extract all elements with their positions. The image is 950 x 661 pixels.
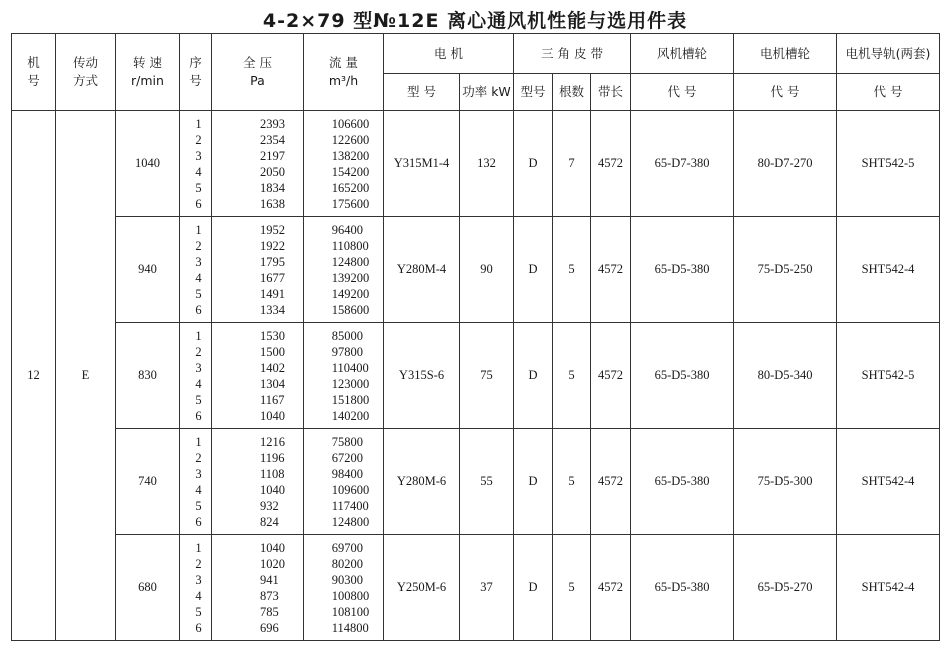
header-seq: 序 号 xyxy=(180,34,212,111)
belt-type-cell: D xyxy=(514,535,553,641)
motor-rail-cell: SHT542-4 xyxy=(837,217,940,323)
belt-count-cell: 7 xyxy=(553,111,591,217)
motor-model-cell: Y280M-4 xyxy=(384,217,460,323)
belt-count-cell: 5 xyxy=(553,217,591,323)
flow-cell: 69700 80200 90300 100800 108100 114800 xyxy=(304,535,384,641)
motor-pulley-cell: 75-D5-250 xyxy=(734,217,837,323)
motor-rail-cell: SHT542-5 xyxy=(837,111,940,217)
motor-model-cell: Y280M-6 xyxy=(384,429,460,535)
belt-count-cell: 5 xyxy=(553,323,591,429)
speed-cell: 1040 xyxy=(116,111,180,217)
header-motor: 电 机 xyxy=(384,34,514,74)
header-motor-model: 型 号 xyxy=(384,74,460,111)
header-belt-count: 根数 xyxy=(553,74,591,111)
flow-cell: 85000 97800 110400 123000 151800 140200 xyxy=(304,323,384,429)
flow-cell: 96400 110800 124800 139200 149200 158600 xyxy=(304,217,384,323)
header-drive-mode: 传动 方式 xyxy=(56,34,116,111)
drive-mode-cell: E xyxy=(56,111,116,641)
machine-no-cell: 12 xyxy=(12,111,56,641)
belt-length-cell: 4572 xyxy=(591,535,631,641)
motor-rail-cell: SHT542-5 xyxy=(837,323,940,429)
speed-cell: 680 xyxy=(116,535,180,641)
fan-pulley-cell: 65-D7-380 xyxy=(631,111,734,217)
motor-power-cell: 132 xyxy=(460,111,514,217)
motor-model-cell: Y315S-6 xyxy=(384,323,460,429)
belt-length-cell: 4572 xyxy=(591,323,631,429)
pressure-cell: 2393 2354 2197 2050 1834 1638 xyxy=(212,111,304,217)
belt-type-cell: D xyxy=(514,111,553,217)
header-pressure: 全 压 Pa xyxy=(212,34,304,111)
header-motor-rail-code: 代 号 xyxy=(837,74,940,111)
table-row xyxy=(12,111,940,217)
motor-pulley-cell: 65-D5-270 xyxy=(734,535,837,641)
header-belt: 三 角 皮 带 xyxy=(514,34,631,74)
motor-power-cell: 75 xyxy=(460,323,514,429)
fan-pulley-cell: 65-D5-380 xyxy=(631,217,734,323)
header-belt-length: 带长 xyxy=(591,74,631,111)
belt-count-cell: 5 xyxy=(553,429,591,535)
header-machine-no: 机 号 xyxy=(12,34,56,111)
speed-cell: 940 xyxy=(116,217,180,323)
belt-type-cell: D xyxy=(514,429,553,535)
fan-pulley-cell: 65-D5-380 xyxy=(631,429,734,535)
motor-model-cell: Y250M-6 xyxy=(384,535,460,641)
speed-cell: 740 xyxy=(116,429,180,535)
table-row xyxy=(12,323,940,429)
table-row xyxy=(12,217,940,323)
belt-type-cell: D xyxy=(514,323,553,429)
motor-power-cell: 90 xyxy=(460,217,514,323)
pressure-cell: 1040 1020 941 873 785 696 xyxy=(212,535,304,641)
belt-type-cell: D xyxy=(514,217,553,323)
header-flow: 流 量 m³/h xyxy=(304,34,384,111)
seq-cell: 1 2 3 4 5 6 xyxy=(180,535,212,641)
pressure-cell: 1530 1500 1402 1304 1167 1040 xyxy=(212,323,304,429)
header-motor-pulley: 电机槽轮 xyxy=(734,34,837,74)
header-motor-rail: 电机导轨(两套) xyxy=(837,34,940,74)
table-row xyxy=(12,429,940,535)
motor-rail-cell: SHT542-4 xyxy=(837,535,940,641)
motor-model-cell: Y315M1-4 xyxy=(384,111,460,217)
motor-pulley-cell: 80-D7-270 xyxy=(734,111,837,217)
flow-cell: 106600 122600 138200 154200 165200 175600 xyxy=(304,111,384,217)
page-title: 4-2×79 型№12E 离心通风机性能与选用件表 xyxy=(262,10,688,32)
belt-length-cell: 4572 xyxy=(591,217,631,323)
header-motor-pulley-code: 代 号 xyxy=(734,74,837,111)
header-fan-pulley: 风机槽轮 xyxy=(631,34,734,74)
flow-cell: 75800 67200 98400 109600 117400 124800 xyxy=(304,429,384,535)
motor-rail-cell: SHT542-4 xyxy=(837,429,940,535)
motor-pulley-cell: 75-D5-300 xyxy=(734,429,837,535)
seq-cell: 1 2 3 4 5 6 xyxy=(180,323,212,429)
fan-pulley-cell: 65-D5-380 xyxy=(631,535,734,641)
header-fan-pulley-code: 代 号 xyxy=(631,74,734,111)
seq-cell: 1 2 3 4 5 6 xyxy=(180,111,212,217)
fan-performance-table xyxy=(11,33,940,641)
belt-length-cell: 4572 xyxy=(591,429,631,535)
pressure-cell: 1216 1196 1108 1040 932 824 xyxy=(212,429,304,535)
pressure-cell: 1952 1922 1795 1677 1491 1334 xyxy=(212,217,304,323)
motor-power-cell: 55 xyxy=(460,429,514,535)
motor-power-cell: 37 xyxy=(460,535,514,641)
header-speed: 转 速 r/min xyxy=(116,34,180,111)
belt-length-cell: 4572 xyxy=(591,111,631,217)
belt-count-cell: 5 xyxy=(553,535,591,641)
table-row xyxy=(12,535,940,641)
speed-cell: 830 xyxy=(116,323,180,429)
fan-pulley-cell: 65-D5-380 xyxy=(631,323,734,429)
seq-cell: 1 2 3 4 5 6 xyxy=(180,429,212,535)
seq-cell: 1 2 3 4 5 6 xyxy=(180,217,212,323)
header-motor-power: 功率 kW xyxy=(460,74,514,111)
header-belt-type: 型号 xyxy=(514,74,553,111)
motor-pulley-cell: 80-D5-340 xyxy=(734,323,837,429)
